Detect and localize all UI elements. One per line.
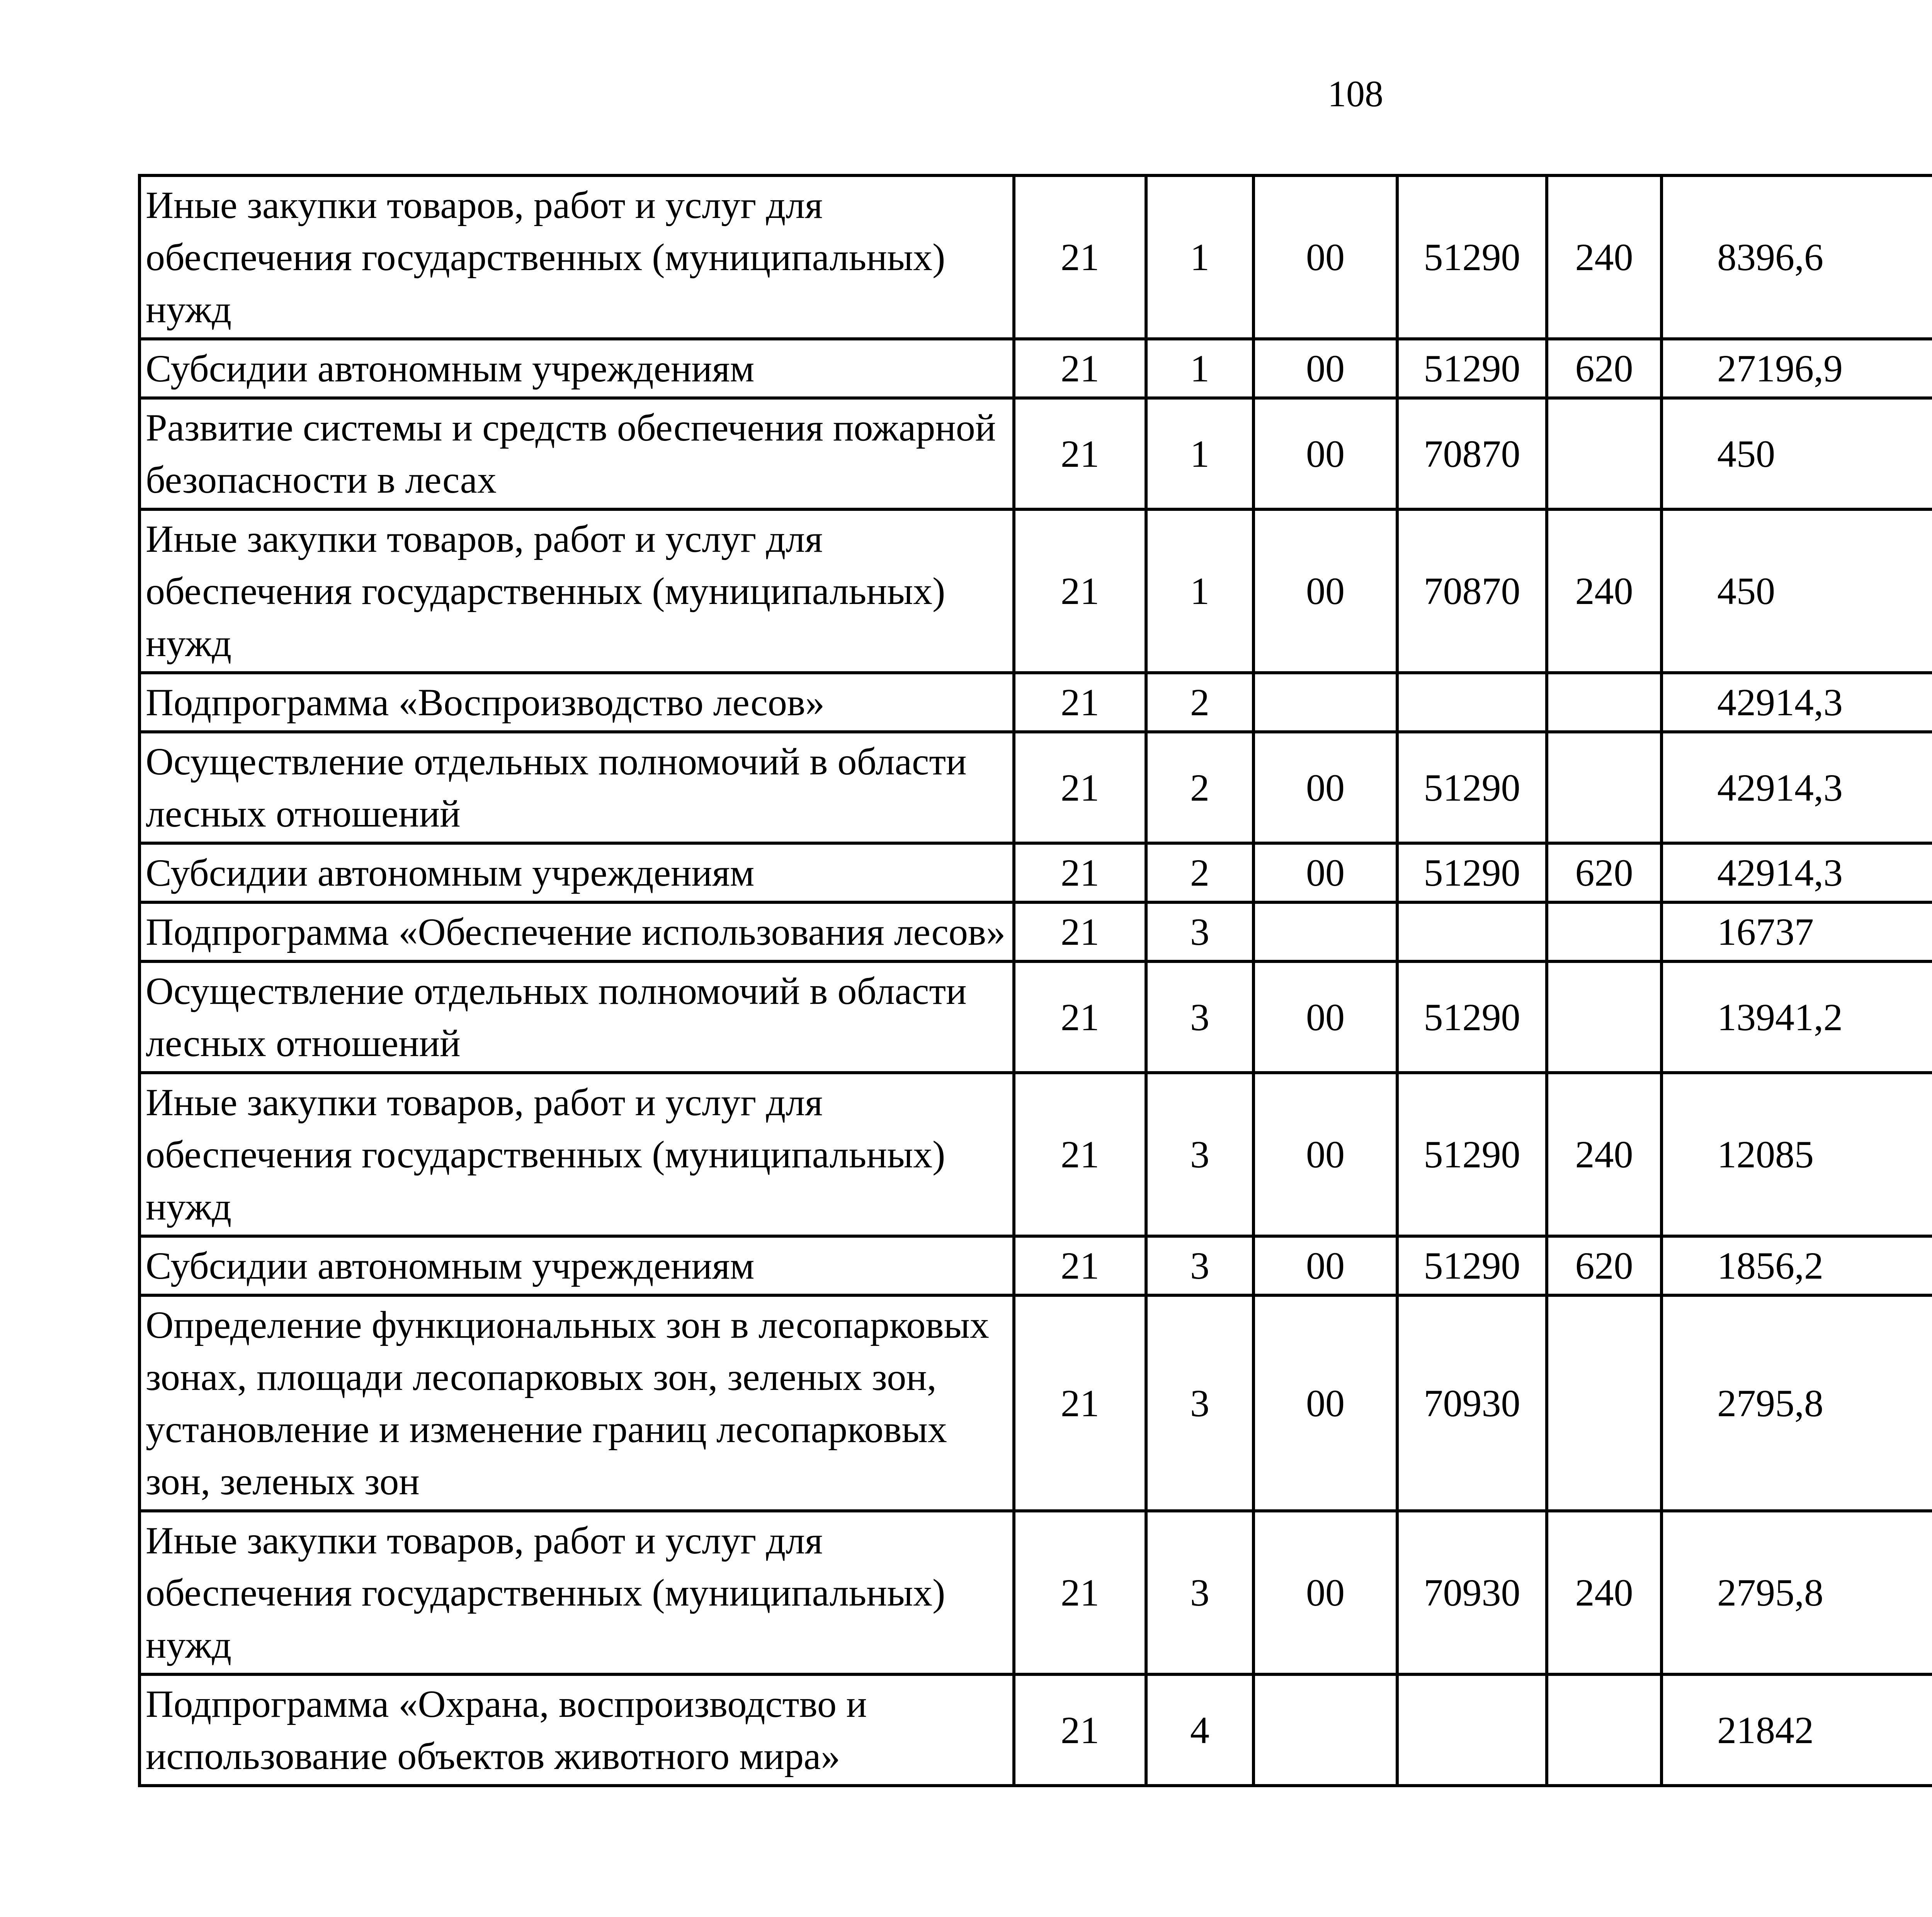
program-code-cell: 21: [1014, 1236, 1146, 1295]
direction-code-cell: 51290: [1397, 732, 1547, 843]
amount-year1-cell: 21842: [1662, 1674, 1932, 1786]
amount-year1-cell: 1856,2: [1662, 1236, 1932, 1295]
table-row: [139, 1511, 1932, 1674]
table-row: [139, 339, 1932, 398]
event-code-cell: 00: [1253, 398, 1397, 509]
amount-year1-cell: 2795,8: [1662, 1511, 1932, 1674]
expense-type-cell: 620: [1547, 1236, 1662, 1295]
subprogram-code-cell: 3: [1146, 1236, 1253, 1295]
expense-type-cell: [1547, 732, 1662, 843]
expense-type-cell: 240: [1547, 1073, 1662, 1236]
direction-code-cell: 70870: [1397, 398, 1547, 509]
expense-type-cell: [1547, 961, 1662, 1073]
event-code-cell: 00: [1253, 1295, 1397, 1511]
subprogram-code-cell: 3: [1146, 1295, 1253, 1511]
row-name-cell: Иные закупки товаров, работ и услуг для обеспечения государственных (муниципальных) нужд: [139, 1511, 1014, 1674]
amount-year1-cell: 42914,3: [1662, 673, 1932, 732]
expense-type-cell: 240: [1547, 1511, 1662, 1674]
row-name-cell: Определение функциональных зон в лесопарковых зонах, площади лесопарковых зон, зеленых зон, установление и изменение границ лесопарковых зон, зеленых зон: [139, 1295, 1014, 1511]
subprogram-code-cell: 3: [1146, 1511, 1253, 1674]
program-code-cell: 21: [1014, 339, 1146, 398]
direction-code-cell: [1397, 673, 1547, 732]
row-name-cell: Осуществление отдельных полномочий в области лесных отношений: [139, 961, 1014, 1073]
event-code-cell: 00: [1253, 1236, 1397, 1295]
row-name-cell: Подпрограмма «Воспроизводство лесов»: [139, 673, 1014, 732]
subprogram-code-cell: 2: [1146, 673, 1253, 732]
subprogram-code-cell: 2: [1146, 732, 1253, 843]
event-code-cell: 00: [1253, 961, 1397, 1073]
subprogram-code-cell: 2: [1146, 843, 1253, 902]
row-name-cell: Подпрограмма «Охрана, воспроизводство и использование объектов животного мира»: [139, 1674, 1014, 1786]
amount-year1-cell: 16737: [1662, 902, 1932, 961]
amount-year1-cell: 42914,3: [1662, 732, 1932, 843]
table-row: [139, 398, 1932, 509]
subprogram-code-cell: 3: [1146, 961, 1253, 1073]
event-code-cell: 00: [1253, 509, 1397, 673]
subprogram-code-cell: 1: [1146, 339, 1253, 398]
table-row: [139, 843, 1932, 902]
amount-year1-cell: 13941,2: [1662, 961, 1932, 1073]
program-code-cell: 21: [1014, 1511, 1146, 1674]
row-name-cell: Иные закупки товаров, работ и услуг для обеспечения государственных (муниципальных) нужд: [139, 175, 1014, 339]
expense-type-cell: [1547, 673, 1662, 732]
event-code-cell: [1253, 902, 1397, 961]
row-name-cell: Субсидии автономным учреждениям: [139, 1236, 1014, 1295]
direction-code-cell: 70870: [1397, 509, 1547, 673]
direction-code-cell: 51290: [1397, 843, 1547, 902]
program-code-cell: 21: [1014, 961, 1146, 1073]
amount-year1-cell: 450: [1662, 509, 1932, 673]
direction-code-cell: [1397, 1674, 1547, 1786]
row-name-cell: Развитие системы и средств обеспечения пожарной безопасности в лесах: [139, 398, 1014, 509]
table-row: [139, 732, 1932, 843]
table-row: [139, 961, 1932, 1073]
amount-year1-cell: 450: [1662, 398, 1932, 509]
row-name-cell: Подпрограмма «Обеспечение использования лесов»: [139, 902, 1014, 961]
subprogram-code-cell: 4: [1146, 1674, 1253, 1786]
table-row: [139, 1295, 1932, 1511]
event-code-cell: 00: [1253, 175, 1397, 339]
direction-code-cell: 51290: [1397, 961, 1547, 1073]
event-code-cell: 00: [1253, 1511, 1397, 1674]
program-code-cell: 21: [1014, 509, 1146, 673]
subprogram-code-cell: 3: [1146, 1073, 1253, 1236]
table-row: [139, 902, 1932, 961]
row-name-cell: Иные закупки товаров, работ и услуг для обеспечения государственных (муниципальных) нужд: [139, 509, 1014, 673]
expense-type-cell: [1547, 902, 1662, 961]
direction-code-cell: [1397, 902, 1547, 961]
direction-code-cell: 51290: [1397, 175, 1547, 339]
program-code-cell: 21: [1014, 175, 1146, 339]
amount-year1-cell: 2795,8: [1662, 1295, 1932, 1511]
subprogram-code-cell: 1: [1146, 175, 1253, 339]
table-row: [139, 1674, 1932, 1786]
event-code-cell: 00: [1253, 339, 1397, 398]
page-number: 108: [1328, 73, 1383, 114]
table-row: [139, 1073, 1932, 1236]
budget-table: [138, 174, 1932, 1787]
expense-type-cell: [1547, 398, 1662, 509]
direction-code-cell: 51290: [1397, 1073, 1547, 1236]
event-code-cell: [1253, 1674, 1397, 1786]
row-name-cell: Осуществление отдельных полномочий в области лесных отношений: [139, 732, 1014, 843]
expense-type-cell: 620: [1547, 843, 1662, 902]
table-row: [139, 673, 1932, 732]
subprogram-code-cell: 1: [1146, 509, 1253, 673]
table-row: [139, 509, 1932, 673]
direction-code-cell: 70930: [1397, 1295, 1547, 1511]
amount-year1-cell: 8396,6: [1662, 175, 1932, 339]
program-code-cell: 21: [1014, 902, 1146, 961]
expense-type-cell: [1547, 1674, 1662, 1786]
program-code-cell: 21: [1014, 398, 1146, 509]
expense-type-cell: 620: [1547, 339, 1662, 398]
program-code-cell: 21: [1014, 673, 1146, 732]
table-body: [139, 175, 1932, 1786]
direction-code-cell: 51290: [1397, 1236, 1547, 1295]
program-code-cell: 21: [1014, 843, 1146, 902]
amount-year1-cell: 12085: [1662, 1073, 1932, 1236]
direction-code-cell: 51290: [1397, 339, 1547, 398]
row-name-cell: Субсидии автономным учреждениям: [139, 339, 1014, 398]
direction-code-cell: 70930: [1397, 1511, 1547, 1674]
program-code-cell: 21: [1014, 732, 1146, 843]
expense-type-cell: [1547, 1295, 1662, 1511]
event-code-cell: 00: [1253, 1073, 1397, 1236]
expense-type-cell: 240: [1547, 175, 1662, 339]
program-code-cell: 21: [1014, 1674, 1146, 1786]
event-code-cell: 00: [1253, 732, 1397, 843]
subprogram-code-cell: 1: [1146, 398, 1253, 509]
event-code-cell: [1253, 673, 1397, 732]
table-row: [139, 175, 1932, 339]
program-code-cell: 21: [1014, 1073, 1146, 1236]
program-code-cell: 21: [1014, 1295, 1146, 1511]
row-name-cell: Иные закупки товаров, работ и услуг для обеспечения государственных (муниципальных) нужд: [139, 1073, 1014, 1236]
row-name-cell: Субсидии автономным учреждениям: [139, 843, 1014, 902]
subprogram-code-cell: 3: [1146, 902, 1253, 961]
amount-year1-cell: 27196,9: [1662, 339, 1932, 398]
amount-year1-cell: 42914,3: [1662, 843, 1932, 902]
event-code-cell: 00: [1253, 843, 1397, 902]
expense-type-cell: 240: [1547, 509, 1662, 673]
table-row: [139, 1236, 1932, 1295]
